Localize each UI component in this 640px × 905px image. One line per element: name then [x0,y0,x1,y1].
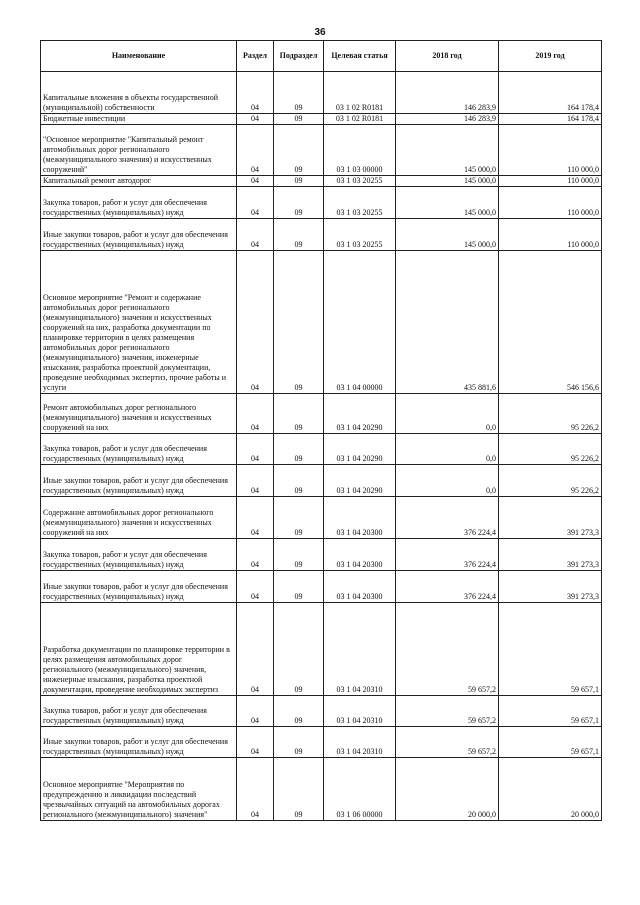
row-name: Закупка товаров, работ и услуг для обеспечения государственных (муниципальных) нужд [41,434,237,465]
row-amount-2019: 110 000,0 [499,176,602,187]
table-row [41,434,602,465]
row-target-code: 03 1 03 20255 [324,176,396,187]
row-amount-2019: 110 000,0 [499,219,602,251]
row-section: 04 [237,696,274,727]
row-amount-2018: 59 657,2 [396,603,499,696]
row-amount-2018: 0,0 [396,434,499,465]
row-section: 04 [237,727,274,758]
header-section: Раздел [237,41,274,72]
row-section: 04 [237,758,274,821]
row-amount-2019: 59 657,1 [499,603,602,696]
header-year-2018: 2018 год [396,41,499,72]
table-row [41,219,602,251]
row-name: Иные закупки товаров, работ и услуг для обеспечения государственных (муниципальных) нужд [41,465,237,497]
table-row [41,394,602,434]
row-section: 04 [237,176,274,187]
table-body [41,72,602,821]
row-amount-2018: 376 224,4 [396,571,499,603]
row-amount-2019: 59 657,1 [499,727,602,758]
table-row [41,497,602,539]
row-target-code: 03 1 04 20310 [324,696,396,727]
header-name: Наименование [41,41,237,72]
row-amount-2018: 145 000,0 [396,125,499,176]
row-name: Закупка товаров, работ и услуг для обеспечения государственных (муниципальных) нужд [41,696,237,727]
row-amount-2019: 164 178,4 [499,114,602,125]
row-subsection: 09 [274,696,324,727]
row-section: 04 [237,72,274,114]
row-section: 04 [237,187,274,219]
row-amount-2018: 376 224,4 [396,539,499,571]
header-subsection: Подраздел [274,41,324,72]
table-row [41,176,602,187]
row-target-code: 03 1 03 20255 [324,219,396,251]
row-amount-2018: 146 283,9 [396,72,499,114]
row-subsection: 09 [274,114,324,125]
row-subsection: 09 [274,187,324,219]
row-amount-2019: 391 273,3 [499,539,602,571]
row-amount-2018: 376 224,4 [396,497,499,539]
row-target-code: 03 1 06 00000 [324,758,396,821]
row-section: 04 [237,125,274,176]
row-amount-2018: 0,0 [396,394,499,434]
table-row [41,114,602,125]
row-section: 04 [237,571,274,603]
row-name: Иные закупки товаров, работ и услуг для обеспечения государственных (муниципальных) нужд [41,219,237,251]
table-row [41,539,602,571]
row-name: Бюджетные инвестиции [41,114,237,125]
row-amount-2019: 95 226,2 [499,394,602,434]
table-row [41,571,602,603]
table-row [41,727,602,758]
row-name: Иные закупки товаров, работ и услуг для обеспечения государственных (муниципальных) нужд [41,571,237,603]
row-name: "Основное мероприятие "Капитальный ремонт автомобильных дорог регионального (межмуниципального значения) и искусственных сооружений" [41,125,237,176]
table-row [41,465,602,497]
row-amount-2019: 391 273,3 [499,571,602,603]
row-section: 04 [237,251,274,394]
row-subsection: 09 [274,497,324,539]
row-amount-2019: 110 000,0 [499,187,602,219]
row-amount-2018: 59 657,2 [396,696,499,727]
row-amount-2018: 20 000,0 [396,758,499,821]
row-amount-2019: 95 226,2 [499,465,602,497]
row-target-code: 03 1 04 00000 [324,251,396,394]
row-amount-2018: 145 000,0 [396,176,499,187]
row-section: 04 [237,539,274,571]
row-subsection: 09 [274,727,324,758]
row-target-code: 03 1 04 20310 [324,727,396,758]
row-amount-2019: 391 273,3 [499,497,602,539]
row-subsection: 09 [274,603,324,696]
row-name: Ремонт автомобильных дорог регионального (межмуниципального) значения и искусственных сооружений на них [41,394,237,434]
row-subsection: 09 [274,465,324,497]
row-name: Закупка товаров, работ и услуг для обеспечения государственных (муниципальных) нужд [41,539,237,571]
row-target-code: 03 1 04 20290 [324,434,396,465]
table-header [41,41,602,72]
row-target-code: 03 1 04 20300 [324,497,396,539]
row-name: Содержание автомобильных дорог регионального (межмуниципального) значения и искусственных сооружений на них [41,497,237,539]
row-amount-2018: 145 000,0 [396,219,499,251]
row-subsection: 09 [274,571,324,603]
row-subsection: 09 [274,394,324,434]
row-amount-2018: 146 283,9 [396,114,499,125]
row-target-code: 03 1 03 20255 [324,187,396,219]
row-name: Закупка товаров, работ и услуг для обеспечения государственных (муниципальных) нужд [41,187,237,219]
row-name: Основное мероприятие "Мероприятия по предупреждению и ликвидации последствий чрезвычайных ситуаций на автомобильных дорогах регионального (межмуниципального) значения" [41,758,237,821]
row-name: Иные закупки товаров, работ и услуг для обеспечения государственных (муниципальных) нужд [41,727,237,758]
row-name: Основное мероприятие "Ремонт и содержание автомобильных дорог регионального (межмуниципального) значения и искусственных сооружений на них, разработка документации по планировке территории в целях размещения автомобильных дорог регионального (межмуниципального) значения, инженерные изыскания, разработка проектной документации, проведение необходимых экспертиз, прочие работы и услуги [41,251,237,394]
row-target-code: 03 1 04 20310 [324,603,396,696]
row-target-code: 03 1 04 20290 [324,394,396,434]
table-row [41,251,602,394]
header-target: Целевая статья [324,41,396,72]
row-subsection: 09 [274,758,324,821]
row-subsection: 09 [274,539,324,571]
row-target-code: 03 1 03 00000 [324,125,396,176]
row-amount-2019: 20 000,0 [499,758,602,821]
table-row [41,125,602,176]
row-target-code: 03 1 02 R0181 [324,72,396,114]
row-amount-2019: 110 000,0 [499,125,602,176]
row-subsection: 09 [274,251,324,394]
row-amount-2019: 164 178,4 [499,72,602,114]
row-target-code: 03 1 04 20290 [324,465,396,497]
row-section: 04 [237,394,274,434]
row-subsection: 09 [274,125,324,176]
row-amount-2018: 0,0 [396,465,499,497]
row-name: Капитальный ремонт автодорог [41,176,237,187]
row-subsection: 09 [274,219,324,251]
page-number: 36 [314,27,326,38]
row-amount-2018: 435 881,6 [396,251,499,394]
table-row [41,758,602,821]
row-section: 04 [237,434,274,465]
row-amount-2018: 59 657,2 [396,727,499,758]
table-row [41,187,602,219]
row-section: 04 [237,497,274,539]
row-section: 04 [237,603,274,696]
row-amount-2019: 95 226,2 [499,434,602,465]
row-subsection: 09 [274,176,324,187]
budget-table [40,40,602,821]
row-section: 04 [237,219,274,251]
row-section: 04 [237,114,274,125]
table-row [41,696,602,727]
row-subsection: 09 [274,72,324,114]
header-year-2019: 2019 год [499,41,602,72]
row-subsection: 09 [274,434,324,465]
row-target-code: 03 1 04 20300 [324,571,396,603]
row-amount-2019: 59 657,1 [499,696,602,727]
header-row [41,41,602,72]
table-row [41,603,602,696]
row-target-code: 03 1 02 R0181 [324,114,396,125]
row-amount-2019: 546 156,6 [499,251,602,394]
row-section: 04 [237,465,274,497]
row-amount-2018: 145 000,0 [396,187,499,219]
table-row [41,72,602,114]
row-name: Капитальные вложения в объекты государственной (муниципальной) собственности [41,72,237,114]
row-target-code: 03 1 04 20300 [324,539,396,571]
row-name: Разработка документации по планировке территории в целях размещения автомобильных дорог регионального (межмуниципального) значения, инженерные изыскания, разработка проектной документации, проведение необходимых экспертиз [41,603,237,696]
